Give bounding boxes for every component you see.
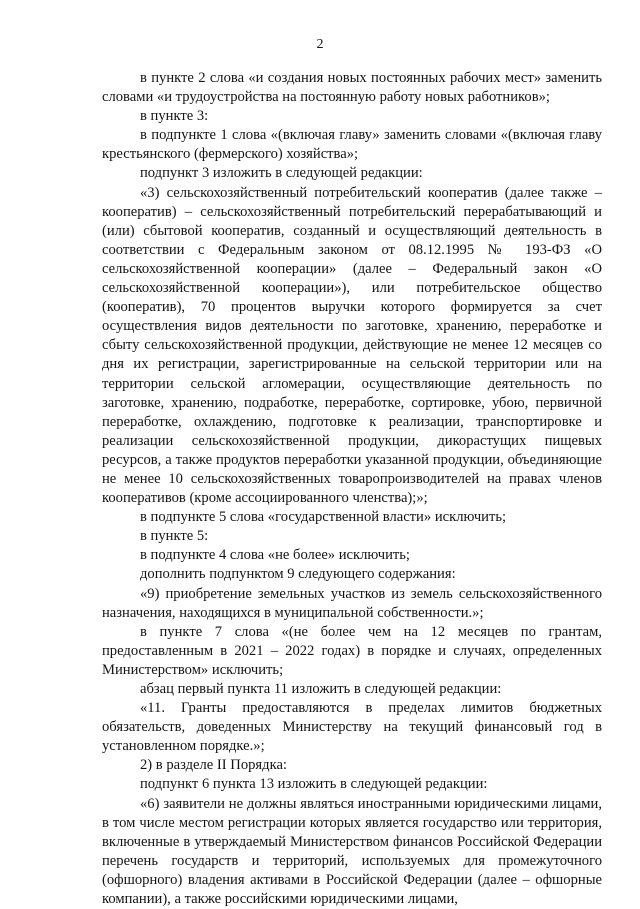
paragraph: дополнить подпунктом 9 следующего содержания: — [140, 566, 456, 583]
paragraph: в подпункте 4 слова «не более» исключить; — [140, 547, 410, 564]
paragraph: «9) приобретение земельных участков из земель сельскохозяйственного назначения, находящихся в муниципальной собственности.»; — [102, 585, 602, 621]
paragraph: в пункте 2 слова «и создания новых постоянных рабочих мест» заменить словами «и трудоустройства на постоянную работу новых работников»; — [102, 70, 602, 106]
paragraph: в пункте 5: — [140, 528, 209, 545]
paragraph: подпункт 6 пункта 13 изложить в следующей редакции: — [140, 776, 488, 793]
paragraph: «11. Гранты предоставляются в пределах лимитов бюджетных обязательств, доведенных Министерству на текущий финансовый год в установленном порядке.»; — [102, 700, 602, 755]
paragraph: «6) заявители не должны являться иностранными юридическими лицами, в том числе местом регистрации которых является государство или территория, включенные в утверждаемый Министерством финансов Российской Федерации перечень государств и территорий, используемых для промежуточного (офшорного) владения активами в Российской Федерации (далее – офшорные компании), а также российскими юридическими лицами, — [102, 795, 602, 908]
document-body — [102, 69, 602, 909]
paragraph: в подпункте 5 слова «государственной власти» исключить; — [140, 509, 507, 526]
paragraph: в пункте 7 слова «(не более чем на 12 месяцев по грантам, предоставленным в 2021 – 2022 годах) в порядке и случаях, определенных Министерством» исключить; — [102, 623, 602, 678]
paragraph: «3) сельскохозяйственный потребительский кооператив (далее также – кооператив) – сельскохозяйственный потребительский перерабатывающий и (или) сбытовой кооператив, созданный и осуществляющий деятельность в соответствии с Федеральным законом от 08.12.1995 № 193-ФЗ «О сельскохозяйственной кооперации» (далее – Федеральный закон «О сельскохозяйственной кооперации»), или потребительское общество (кооператив), 70 процентов выручки которого формируется за счет осуществления видов деятельности по заготовке, хранению, переработке и сбыту сельскохозяйственной продукции, действующие не менее 12 месяцев со дня их регистрации, зарегистрированные на сельской территории или на территории сельской агломерации, осуществляющие деятельность по заготовке, хранению, подработке, переработке, сортировке, убою, первичной переработке, охлаждению, подготовке к реализации, транспортировке и реализации сельскохозяйственной продукции, дикорастущих пищевых ресурсов, а также продуктов переработки указанной продукции, объединяющие не менее 10 сельскохозяйственных товаропроизводителей на правах членов кооперативов (кроме ассоциированного членства);»; — [102, 184, 602, 507]
page-number: 2 — [316, 37, 324, 52]
paragraph: в пункте 3: — [140, 108, 209, 125]
paragraph: абзац первый пункта 11 изложить в следующей редакции: — [140, 681, 502, 697]
paragraph: 2) в разделе II Порядка: — [140, 757, 287, 774]
paragraph: подпункт 3 изложить в следующей редакции: — [140, 165, 423, 182]
paragraph: в подпункте 1 слова «(включая главу» заменить словами «(включая главу крестьянского (фермерского) хозяйства»; — [102, 127, 602, 163]
